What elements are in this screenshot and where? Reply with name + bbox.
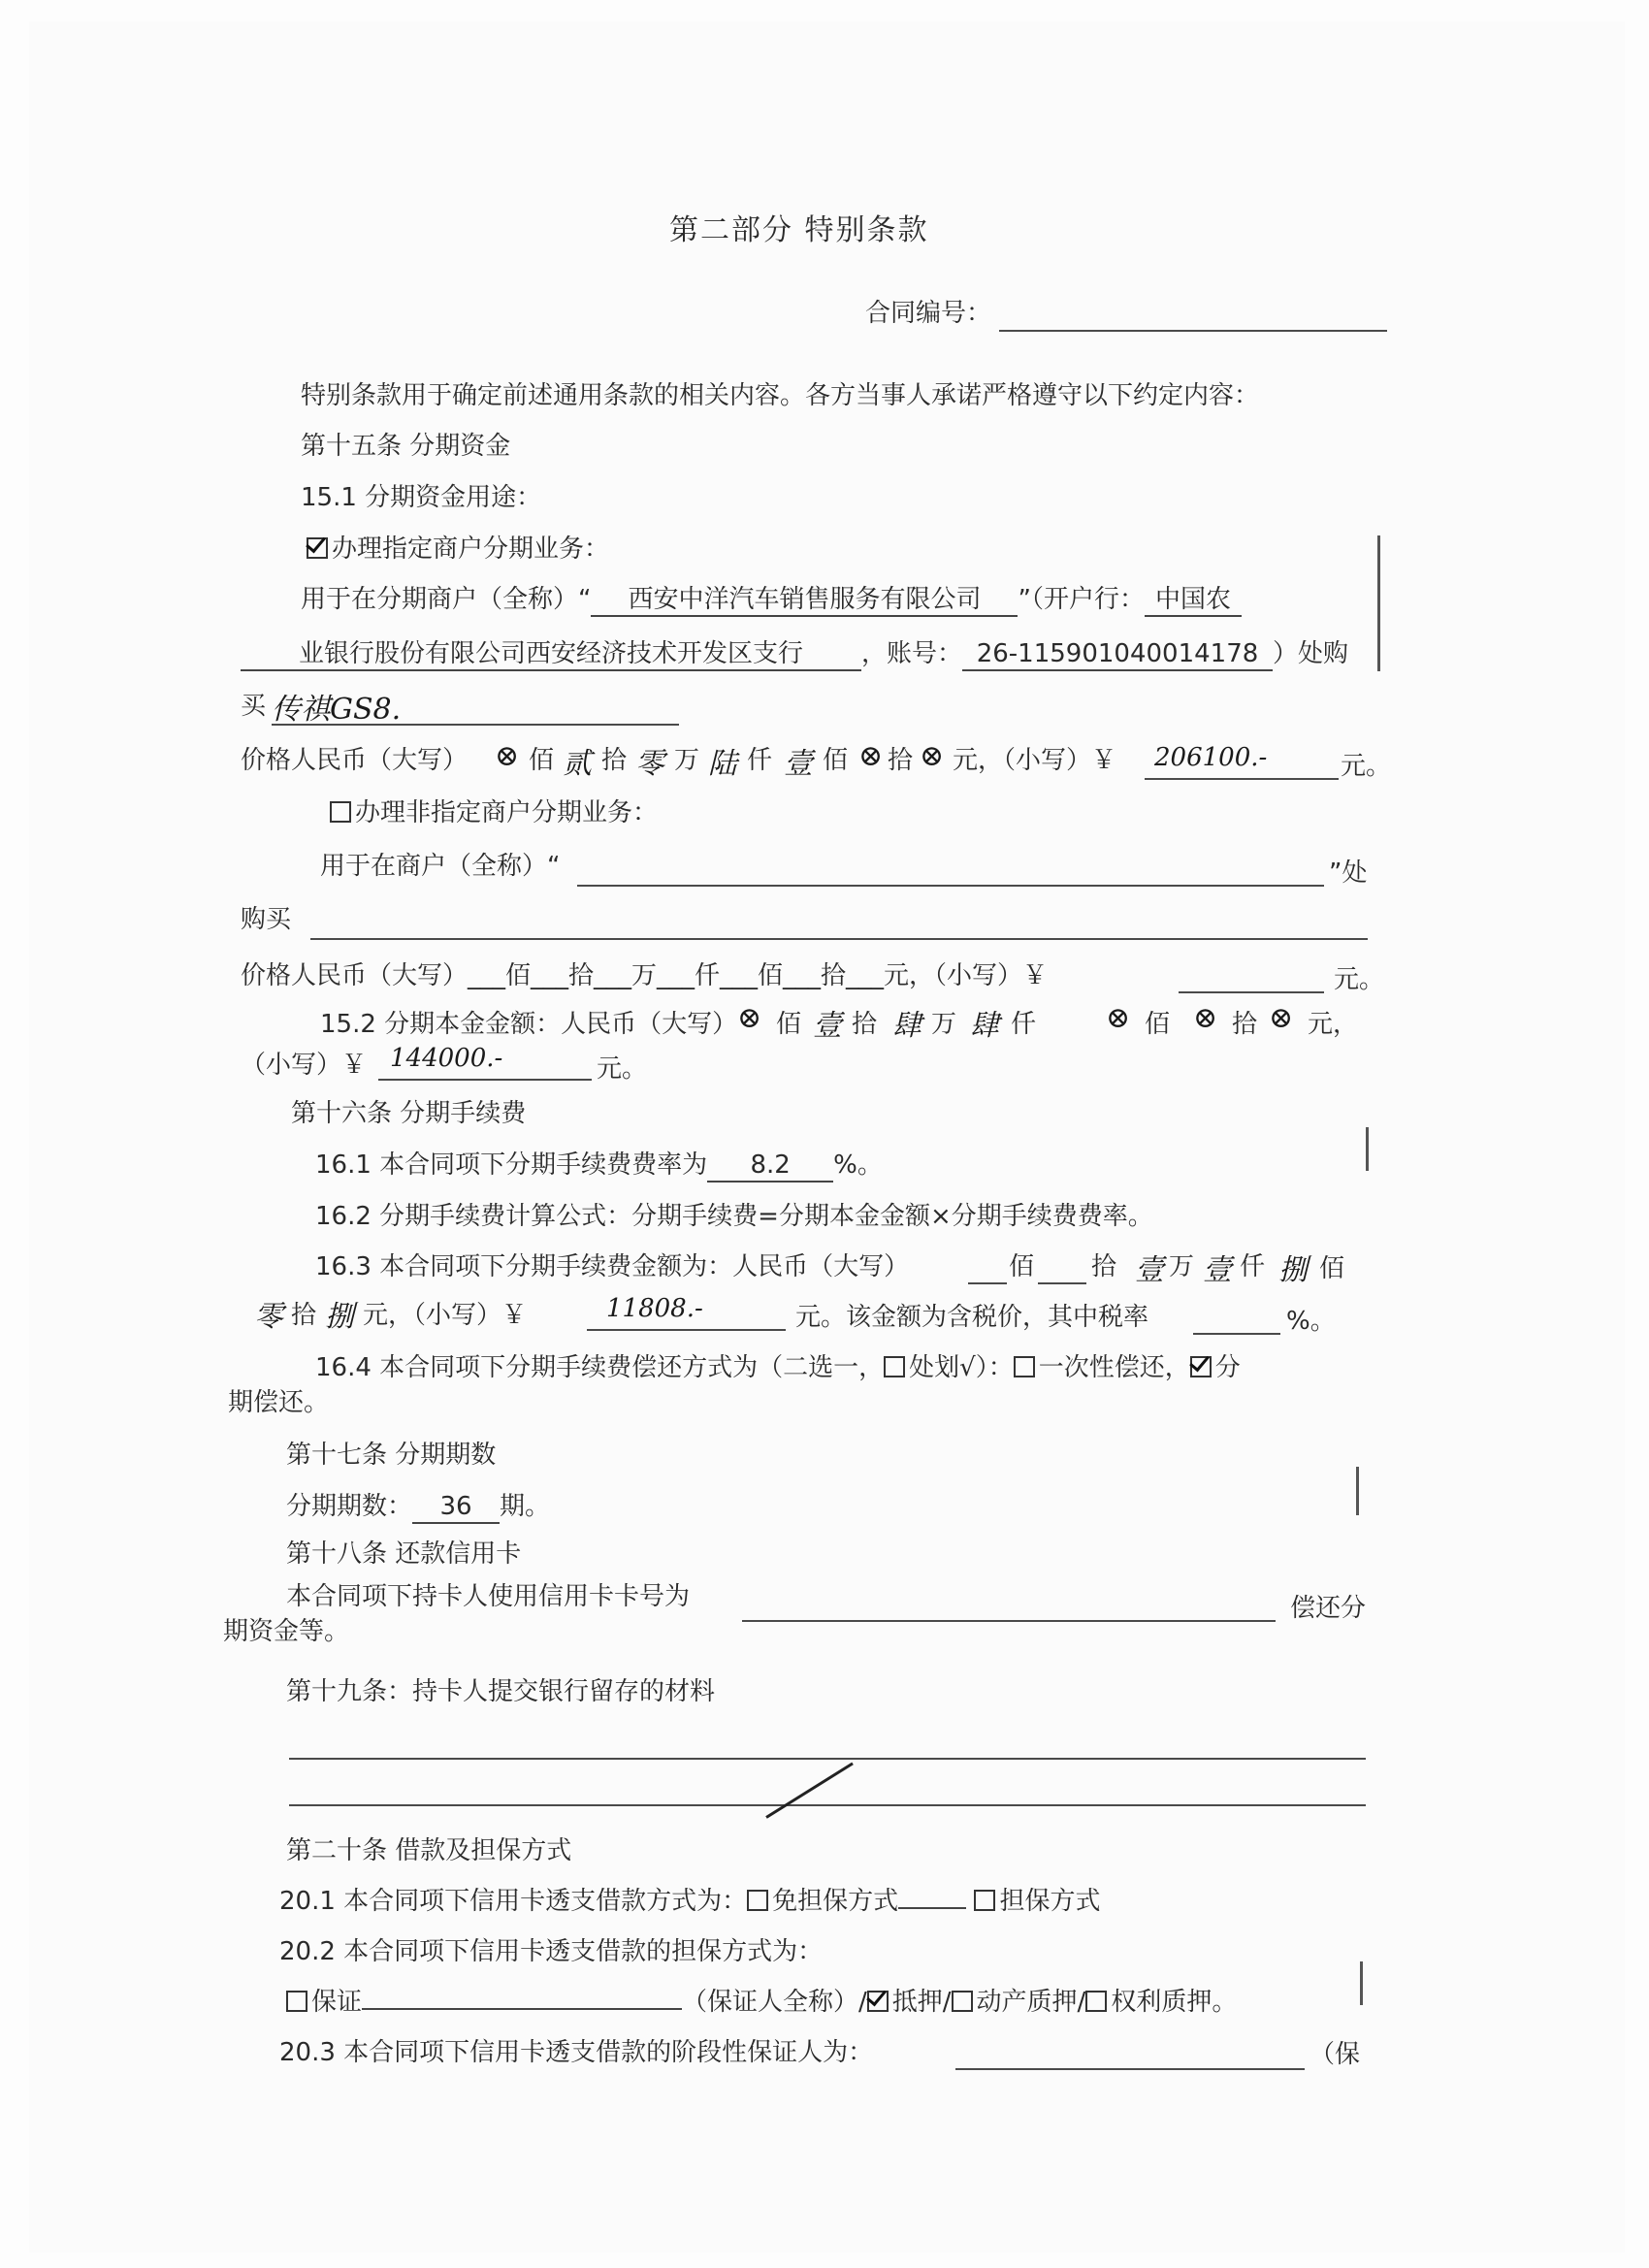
unit-qian: 仟 — [747, 746, 773, 775]
bank-name-part1: 中国农 — [1145, 584, 1242, 617]
unit-wan: 万 — [674, 746, 700, 775]
tax-rate-blank — [1193, 1333, 1280, 1335]
purchase-item-blank — [272, 724, 679, 726]
periods-value: 36 — [412, 1491, 500, 1524]
fee-cap-2: 壹 — [1203, 1253, 1232, 1287]
fee-tax-suffix: %。 — [1286, 1307, 1336, 1336]
guarantee-label: 担保方式 — [999, 1887, 1101, 1916]
fee-small: 11808.- — [606, 1294, 703, 1323]
price-capital-2: 零 — [635, 747, 664, 781]
installment-label: 分 — [1214, 1353, 1241, 1382]
clause-16-1-text: 16.1 本合同项下分期手续费费率为 — [315, 1150, 708, 1180]
nd-merchant-blank — [577, 885, 1324, 887]
strike-mark — [765, 1763, 854, 1819]
price-small-blank — [1145, 778, 1339, 780]
principal-small-label: （小写）￥ — [241, 1051, 368, 1080]
article-20-heading: 第二十条 借款及担保方式 — [286, 1836, 572, 1865]
clause-16-4-end: 期偿还。 — [228, 1388, 330, 1417]
account-label: ，账号： — [861, 639, 963, 668]
buy-prefix: 买 — [241, 692, 267, 721]
buy-suffix: ）处购 — [1273, 639, 1349, 668]
fee-small-blank — [587, 1329, 786, 1331]
surety-suffix: （保证人全称）/ — [682, 1988, 867, 2017]
fee-tax-text: 元。该金额为含税价，其中税率 — [795, 1303, 1149, 1332]
price-capital-3: 陆 — [708, 747, 737, 781]
clause-16-4-mid: 处划√）： — [909, 1353, 1014, 1382]
designated-checkbox — [307, 537, 328, 559]
guarantee-types — [286, 1987, 1237, 2018]
surety-checkbox — [286, 1991, 307, 2012]
fee-cap-4: 零 — [254, 1300, 283, 1334]
materials-blank-1 — [289, 1758, 1366, 1760]
clause-20-1-text: 20.1 本合同项下信用卡透支借款方式为： — [279, 1887, 748, 1916]
contract-no-blank — [999, 330, 1387, 332]
fee-cap-blank-2 — [1038, 1282, 1086, 1284]
clause-16-3: 16.3 本合同项下分期手续费金额为：人民币（大写） — [315, 1252, 910, 1281]
clause-16-2: 16.2 分期手续费计算公式：分期手续费=分期本金金额×分期手续费费率。 — [315, 1202, 1153, 1231]
mortgage-label: 抵押/ — [891, 1988, 952, 2017]
article-18-heading: 第十八条 还款信用卡 — [286, 1539, 522, 1569]
price-small: 206100.- — [1154, 743, 1268, 772]
mortgage-checkbox — [867, 1991, 889, 2012]
price-capital-5: ⊗ — [858, 739, 884, 773]
no-guarantee-label: 免担保方式 — [772, 1887, 899, 1916]
article-17-heading: 第十七条 分期期数 — [286, 1441, 497, 1470]
nd-price-yuan-end: 元。 — [1334, 965, 1385, 994]
designated-merchant-line — [301, 584, 1242, 617]
installment-checkbox — [1190, 1356, 1212, 1377]
principal-unit-0: 佰 — [776, 1010, 802, 1039]
margin-mark-4 — [1360, 1961, 1363, 2005]
principal-cap-2: 肆 — [892, 1009, 922, 1043]
fee-unit-4: 仟 — [1240, 1252, 1266, 1281]
surety-label: 保证 — [311, 1988, 363, 2017]
clause-16-4 — [315, 1352, 1241, 1383]
non-designated-option — [330, 797, 658, 828]
guarantee-checkbox — [974, 1890, 995, 1911]
clause-20-3-suffix: （保 — [1310, 2040, 1361, 2069]
chattel-pledge-label: 动产质押/ — [976, 1988, 1086, 2017]
price-capital-1: 贰 — [563, 747, 592, 781]
rights-pledge-checkbox — [1085, 1991, 1107, 2012]
principal-small-blank — [378, 1079, 592, 1081]
surety-blank — [362, 2008, 682, 2010]
clause-16-1-suffix: %。 — [833, 1150, 883, 1180]
card-no-blank — [742, 1620, 1276, 1622]
price-capital-6: ⊗ — [920, 739, 945, 773]
fee-unit-5: 佰 — [1319, 1254, 1345, 1283]
article-16-heading: 第十六条 分期手续费 — [291, 1099, 527, 1128]
fee-unit-6: 拾 — [291, 1301, 317, 1330]
chattel-pledge-checkbox — [952, 1991, 973, 2012]
principal-unit-4: 佰 — [1145, 1010, 1171, 1039]
one-time-checkbox — [1014, 1356, 1035, 1377]
designated-merchant-option — [307, 534, 609, 565]
designated-label: 办理指定商户分期业务： — [332, 535, 610, 564]
clause-20-3: 20.3 本合同项下信用卡透支借款的阶段性保证人为： — [279, 2038, 874, 2067]
merchant-prefix: 用于在分期商户（全称）“ — [301, 585, 592, 614]
clause-20-1 — [279, 1886, 1100, 1917]
fee-cap-3: 捌 — [1278, 1253, 1308, 1287]
periods-label: 分期期数： — [286, 1492, 413, 1521]
intro-text: 特别条款用于确定前述通用条款的相关内容。各方当事人承诺严格遵守以下约定内容： — [301, 381, 1260, 410]
principal-cap-6: ⊗ — [1269, 1001, 1294, 1035]
unit-shi2: 拾 — [888, 746, 914, 775]
unit-shi: 拾 — [601, 746, 628, 775]
fee-unit-2: 拾 — [1091, 1252, 1117, 1281]
price-yuan-end: 元。 — [1341, 752, 1392, 781]
principal-unit-1: 拾 — [852, 1010, 878, 1039]
page-title: 第二部分 特别条款 — [669, 213, 929, 247]
nd-price-row: 价格人民币（大写）___佰___拾___万___仟___佰___拾___元，（小写）￥ — [241, 961, 1049, 990]
fee-small-label: 元，（小写）￥ — [363, 1301, 528, 1330]
margin-mark-2 — [1366, 1127, 1369, 1171]
nd-price-small-blank — [1179, 991, 1324, 993]
article-15-heading: 第十五条 分期资金 — [301, 432, 511, 461]
fee-cap-5: 捌 — [325, 1300, 354, 1334]
nd-merchant-prefix: 用于在商户（全称）“ — [320, 852, 561, 881]
unit-bai: 佰 — [529, 746, 555, 775]
fee-rate: 8.2 — [707, 1150, 833, 1183]
non-designated-label: 办理非指定商户分期业务： — [355, 798, 659, 827]
periods-line — [286, 1491, 550, 1524]
bank-account-line — [241, 638, 1348, 671]
principal-unit-2: 万 — [931, 1010, 957, 1039]
article-19-heading: 第十九条：持卡人提交银行留存的材料 — [286, 1677, 716, 1706]
rights-pledge-label: 权利质押。 — [1111, 1988, 1238, 2017]
purchase-item: 传祺GS8. — [272, 693, 402, 727]
price-capital-4: 壹 — [784, 747, 813, 781]
clause-15-2: 15.2 分期本金金额：人民币（大写） — [320, 1010, 738, 1039]
clause-16-4-text: 16.4 本合同项下分期手续费偿还方式为（二选一， — [315, 1353, 885, 1382]
unit-bai2: 佰 — [823, 746, 849, 775]
no-guarantee-blank — [898, 1907, 966, 1909]
principal-unit-3: 仟 — [1011, 1010, 1037, 1039]
principal-cap-3: 肆 — [970, 1009, 999, 1043]
account-number: 26-115901040014178 — [962, 638, 1273, 671]
nd-buy-blank — [310, 938, 1368, 940]
interim-guarantor-blank — [955, 2068, 1305, 2070]
principal-cap-1: 壹 — [813, 1009, 842, 1043]
non-designated-checkbox — [330, 801, 351, 823]
principal-unit-5: 拾 — [1232, 1010, 1258, 1039]
clause-20-2: 20.2 本合同项下信用卡透支借款的担保方式为： — [279, 1937, 824, 1966]
bank-prefix: ”（开户行： — [1018, 585, 1145, 614]
margin-mark-3 — [1356, 1467, 1359, 1515]
principal-yuan-end: 元。 — [597, 1054, 648, 1084]
nd-buy-prefix: 购买 — [241, 905, 292, 934]
card-no-suffix: 偿还分 — [1290, 1594, 1367, 1623]
fee-unit-1: 佰 — [1009, 1252, 1035, 1281]
principal-small: 144000.- — [390, 1044, 503, 1073]
clause-16-1 — [315, 1150, 883, 1183]
instruction-box — [884, 1356, 905, 1377]
fee-unit-3: 万 — [1169, 1252, 1195, 1281]
principal-unit-6: 元， — [1308, 1010, 1359, 1039]
principal-cap-0: ⊗ — [737, 1001, 762, 1035]
unit-yuan: 元，（小写）￥ — [953, 746, 1117, 775]
bank-name-part2: 业银行股份有限公司西安经济技术开发区支行 — [241, 638, 861, 671]
merchant-name: 西安中洋汽车销售服务有限公司 — [591, 584, 1018, 617]
contract-no-label: 合同编号： — [865, 299, 992, 328]
materials-blank-2 — [289, 1804, 1366, 1806]
no-guarantee-checkbox — [747, 1890, 768, 1911]
document-sheet — [29, 21, 1625, 2252]
card-no-text: 本合同项下持卡人使用信用卡卡号为 — [286, 1582, 691, 1611]
fee-cap-1: 壹 — [1135, 1253, 1164, 1287]
principal-cap-4: ⊗ — [1106, 1001, 1131, 1035]
card-no-end: 期资金等。 — [223, 1617, 350, 1646]
fee-cap-blank-1 — [968, 1282, 1007, 1284]
clause-15-1: 15.1 分期资金用途： — [301, 483, 542, 512]
price-label: 价格人民币（大写） — [241, 746, 469, 775]
principal-cap-5: ⊗ — [1193, 1001, 1218, 1035]
periods-suffix: 期。 — [500, 1492, 551, 1521]
price-capital-0: ⊗ — [495, 739, 520, 773]
one-time-label: 一次性偿还， — [1038, 1353, 1190, 1382]
margin-mark-1 — [1377, 535, 1380, 671]
nd-merchant-suffix: ”处 — [1329, 859, 1368, 888]
